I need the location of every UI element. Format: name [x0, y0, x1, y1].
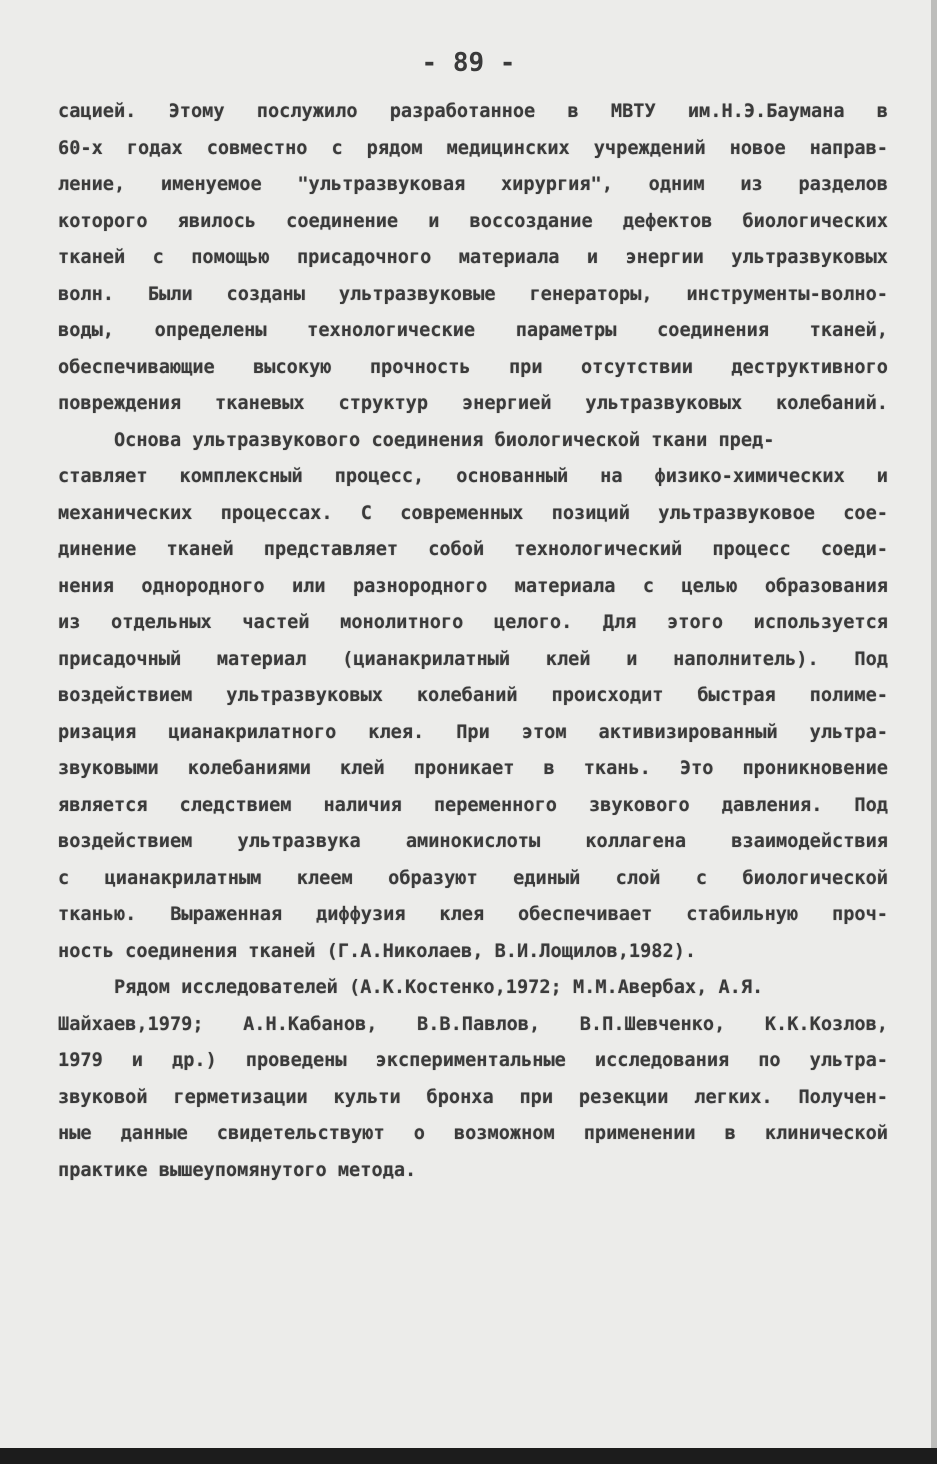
text-line: воздействием ультразвуковых колебаний происходит быстрая полиме-	[58, 685, 888, 706]
text-line: Основа ультразвукового соединения биологической ткани пред-	[58, 429, 775, 451]
text-line: механических процессах. С современных позиций ультразвуковое сое-	[58, 502, 888, 524]
text-line: динение тканей представляет собой технологический процесс соеди-	[58, 539, 888, 560]
text-line: нения однородного или разнородного материала с целью образования	[58, 575, 888, 597]
page-number: - 89 -	[421, 48, 516, 78]
text-line: ризация цианакрилатного клея. При этом активизированный ультра-	[58, 721, 888, 743]
text-line: практике вышеупомянутого метода.	[58, 1159, 417, 1181]
text-line: из отдельных частей монолитного целого. Для этого используется	[58, 612, 888, 633]
text-line: Шайхаев,1979; А.Н.Кабанов, В.В.Павлов, В.П.Шевченко, К.К.Козлов,	[58, 1013, 888, 1035]
text-line: 1979 и др.) проведены экспериментальные исследования по ультра-	[58, 1050, 888, 1071]
text-line: воды, определены технологические параметры соединения тканей,	[58, 320, 888, 341]
text-line: ность соединения тканей (Г.А.Николаев, В.И.Лощилов,1982).	[58, 940, 697, 962]
text-line: звуковой герметизации культи бронха при резекции легких. Получен-	[58, 1086, 888, 1108]
text-line: которого явилось соединение и воссоздание дефектов биологических	[58, 210, 888, 232]
text-line: ставляет комплексный процесс, основанный на физико-химических и	[58, 466, 888, 487]
text-line: звуковыми колебаниями клей проникает в ткань. Это проникновение	[58, 758, 888, 779]
text-line: воздействием ультразвука аминокислоты коллагена взаимодействия	[58, 831, 888, 852]
text-line: 60-х годах совместно с рядом медицинских учреждений новое направ-	[58, 137, 888, 159]
text-line: тканей с помощью присадочного материала и энергии ультразвуковых	[58, 247, 888, 268]
text-line: сацией. Этому послужило разработанное в МВТУ им.Н.Э.Баумана в	[58, 101, 888, 122]
text-line: обеспечивающие высокую прочность при отсутствии деструктивного	[58, 356, 888, 378]
scan-bottom-edge	[0, 1448, 937, 1464]
text-line: ные данные свидетельствуют о возможном применении в клинической	[58, 1123, 888, 1144]
text-line: тканью. Выраженная диффузия клея обеспечивает стабильную проч-	[58, 904, 888, 925]
text-line: является следствием наличия переменного звукового давления. Под	[58, 794, 888, 816]
text-line: Рядом исследователей (А.К.Костенко,1972; М.М.Авербах, А.Я.	[58, 977, 764, 998]
text-line: с цианакрилатным клеем образуют единый слой с биологической	[58, 867, 888, 889]
text-line: повреждения тканевых структур энергией ультразвуковых колебаний.	[58, 393, 888, 414]
body-text	[58, 94, 888, 1189]
text-line: присадочный материал (цианакрилатный клей и наполнитель). Под	[58, 648, 888, 670]
text-line: ление, именуемое "ультразвуковая хирургия", одним из разделов	[58, 174, 888, 195]
text-line: волн. Были созданы ультразвуковые генераторы, инструменты-волно-	[58, 283, 888, 305]
